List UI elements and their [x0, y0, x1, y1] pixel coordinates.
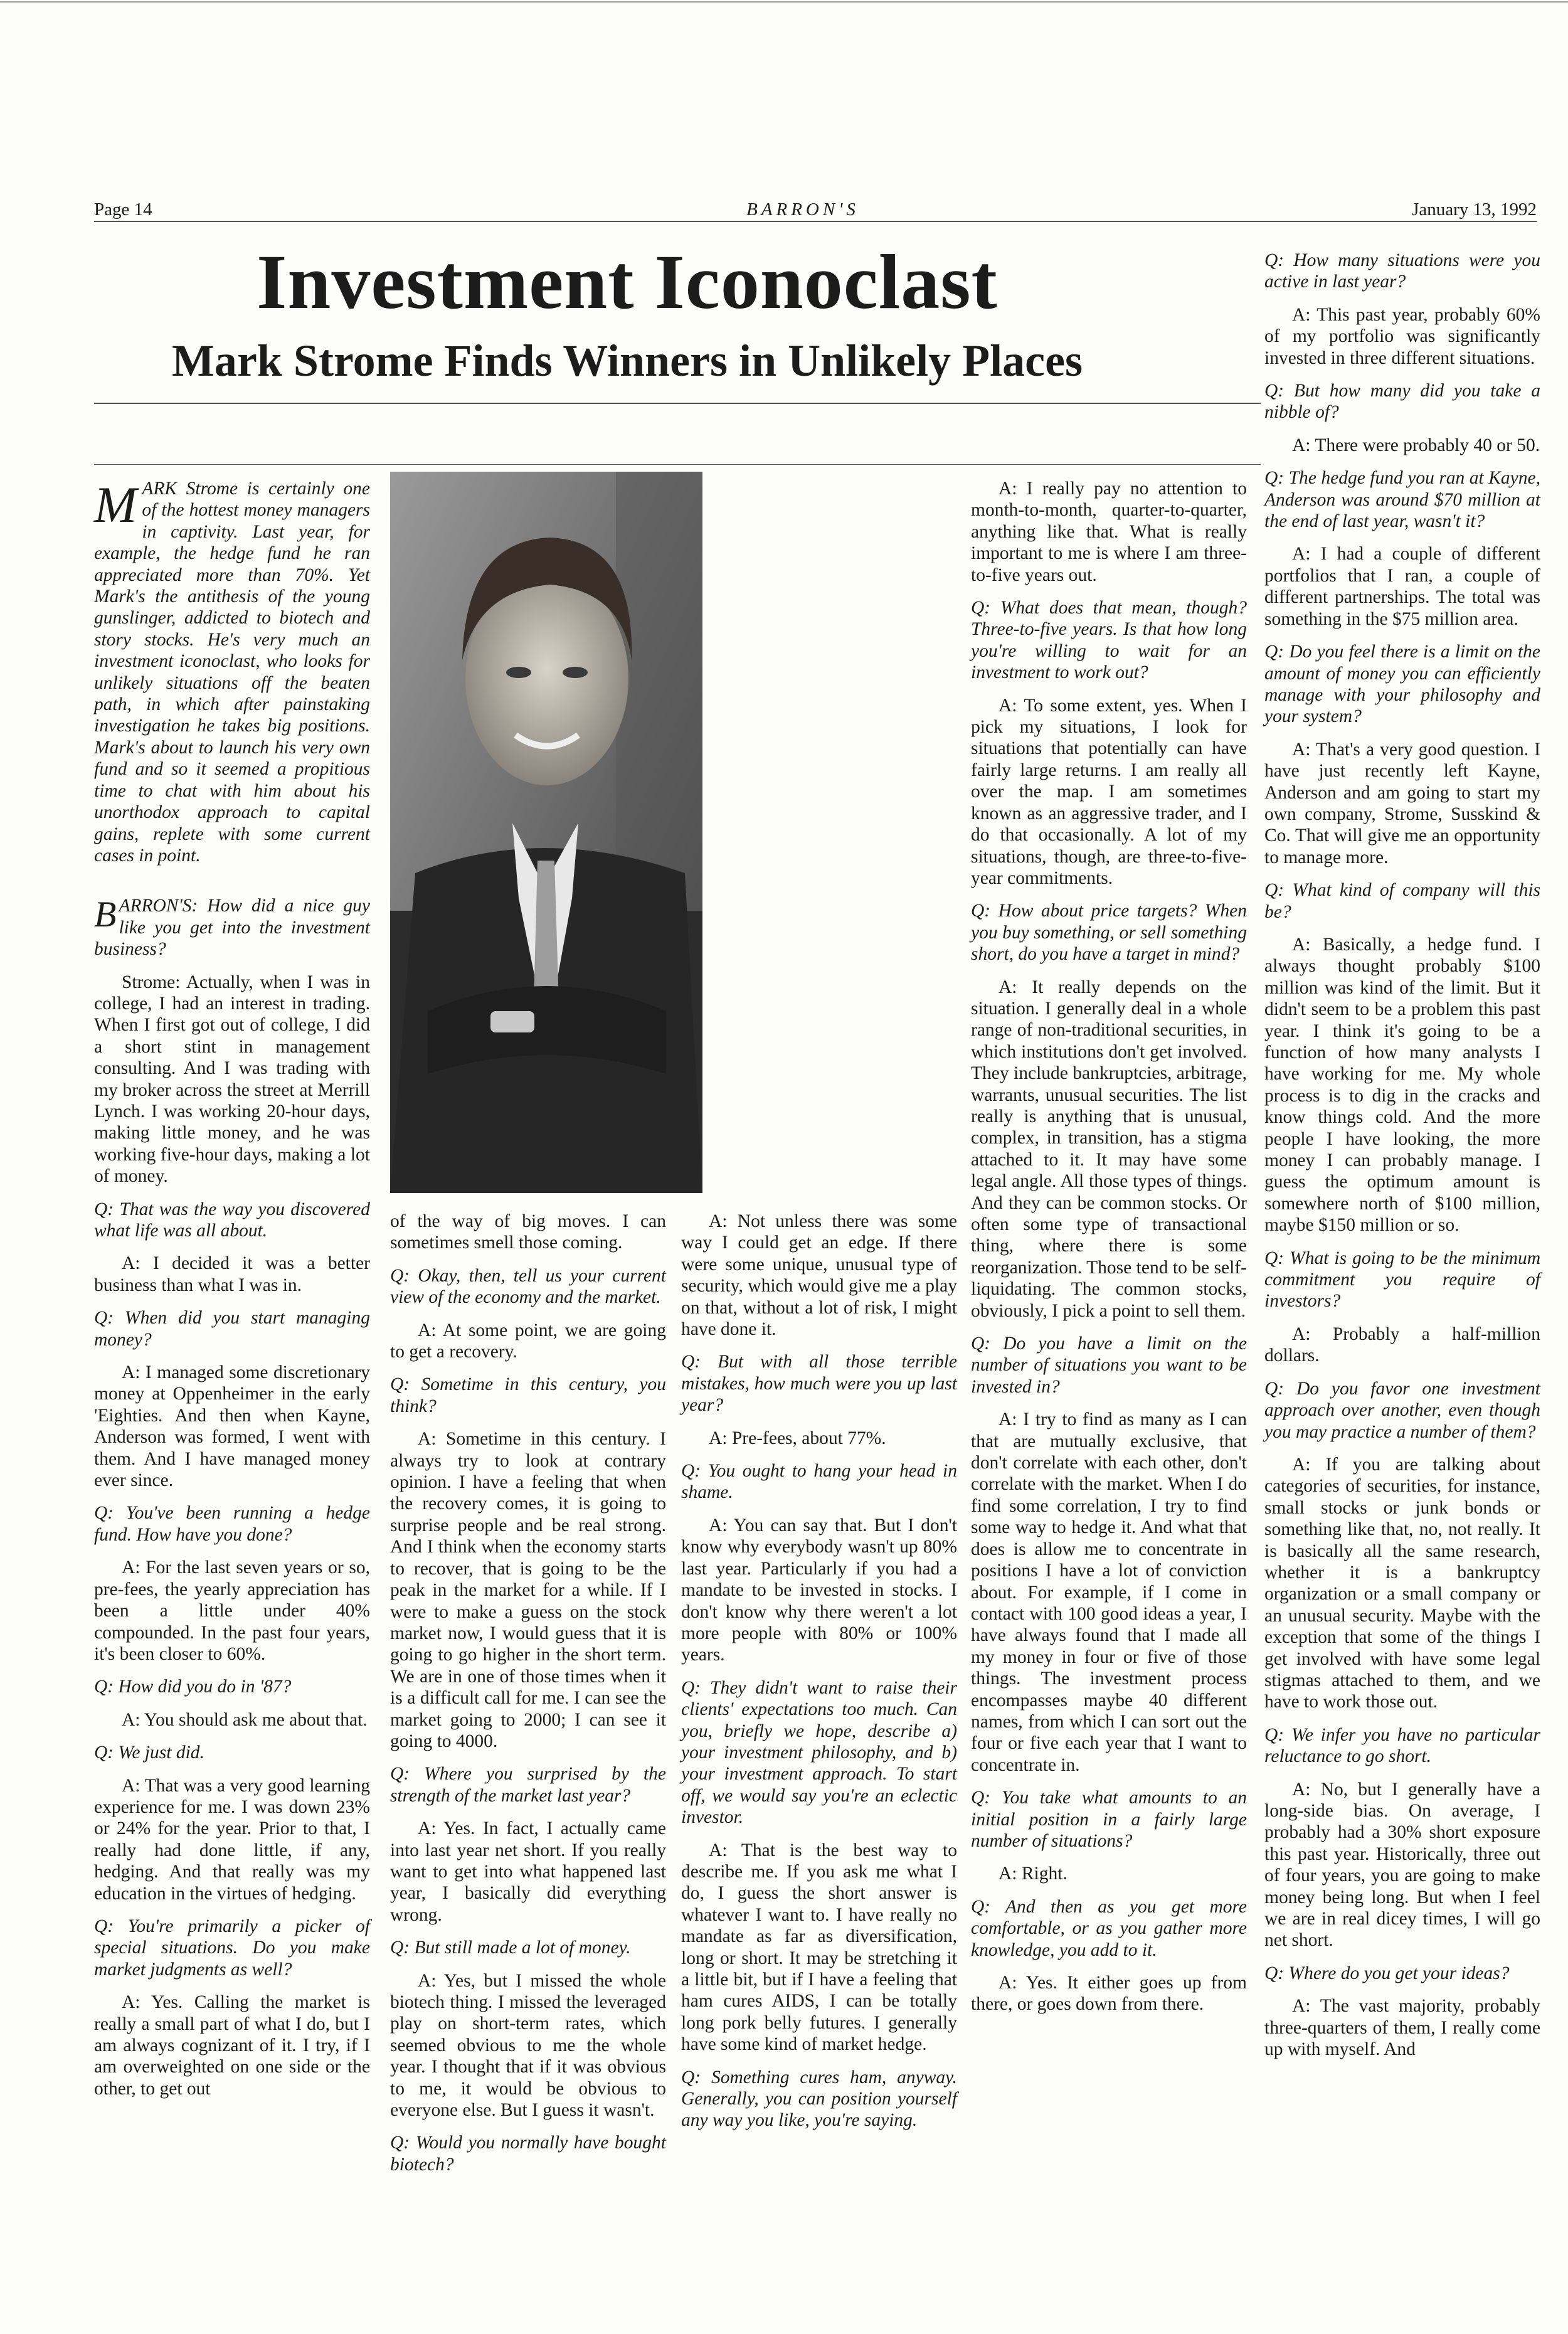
column-5 [1264, 250, 1540, 2071]
column-2 [390, 1211, 666, 2187]
interview-answer: A: I had a couple of different portfolios that I ran, a couple of different partnerships. The total was something in the $75 million area. [1264, 544, 1540, 629]
interview-answer: A: That's a very good question. I have just recently left Kayne, Anderson and am going to start my own company, Strome, Susskind & Co. That will give me an opportunity to manage more. [1264, 739, 1540, 867]
interview-answer: A: Sometime in this century. I always try to look at contrary opinion. I have a feeling that when the recovery comes, it is going to surprise people and be real strong. And I think when the economy starts to recover, that is going to be the peak in the market for a while. If I were to make a guess on the stock market now, I would guess that it is going to go higher in the short term. We are in one of those times when it is a difficult call for me. I can see the market going to 2000; I can see it going to 4000. [390, 1429, 666, 1751]
interview-answer: A: At some point, we are going to get a recovery. [390, 1320, 666, 1362]
interview-question: Q: What kind of company will this be? [1264, 880, 1540, 922]
interview-question: Q: Something cures ham, anyway. Generally, you can position yourself any way you like, you're saying. [681, 2067, 957, 2131]
interview-question: Q: But how many did you take a nibble of? [1264, 381, 1540, 423]
interview-question: Q: Sometime in this century, you think? [390, 1374, 666, 1416]
column-2-body [390, 1211, 666, 2175]
interview-answer: A: Pre-fees, about 77%. [709, 1428, 886, 1448]
column-4 [971, 478, 1247, 2027]
interview-question: Q: How many situations were you active in last year? [1264, 250, 1540, 292]
interview-answer: A: Probably a half-million dollars. [1264, 1323, 1540, 1366]
column-3 [681, 1211, 957, 2143]
interview-answer: A: If you are talking about categories of securities, for instance, small stocks or junk bonds or something like that, no, not really. It is basically all the same research, whether it is a bankruptcy organization or a small company or an unusual security. Maybe with the exception that some of the things I get involved with have some legal stigmas attached to them, and we have to work those out. [1264, 1454, 1540, 1712]
interview-answer: A: This past year, probably 60% of my portfolio was significantly invested in three different situations. [1264, 304, 1540, 368]
column-1-body [94, 972, 370, 2100]
body-rule [94, 464, 1261, 465]
interview-answer: A: That was a very good learning experience for me. I was down 23% or 24% for the year. Prior to that, I really had done little, if any, hedging. And that really was my education in the virtues of hedging. [94, 1775, 370, 1904]
portrait-photo [390, 472, 702, 1193]
page-number: Page 14 [94, 199, 152, 220]
interview-answer: A: Yes. It either goes up from there, or goes down from there. [971, 1973, 1247, 2015]
interview-answer: A: That is the best way to describe me. If you ask me what I do, I guess the short answer is whatever I want to. I have really no mandate as far as diversification, long or short. It may be stretching it a little bit, but if I have a feeling that ham cures AIDS, I can be totally long pork belly futures. I generally have some kind of market hedge. [681, 1840, 957, 2055]
column-3-body [681, 1211, 957, 2131]
interview-question: Q: You're primarily a picker of special situations. Do you make market judgments as well? [94, 1916, 370, 1980]
interview-question: Q: How did you do in '87? [94, 1677, 292, 1697]
interview-question: Q: They didn't want to raise their clients' expectations too much. Can you, briefly we hope, describe a) your investment philosophy, and b) your investment approach. To start off, we would say you're an eclectic investor. [681, 1677, 957, 1828]
interview-answer: A: Yes. In fact, I actually came into last year net short. If you really want to get into what happened last year, I basically did everything wrong. [390, 1818, 666, 1925]
column-5-body [1264, 250, 1540, 2060]
publication-name: BARRON'S [746, 199, 859, 220]
first-question-text: ARRON'S: How did a nice guy like you get into the investment business? [94, 896, 370, 960]
interview-question: Q: You've been running a hedge fund. How have you done? [94, 1503, 370, 1545]
interview-question: Q: What does that mean, though? Three-to-five years. Is that how long you're willing to wait for an investment to work out? [971, 598, 1247, 683]
interview-answer: A: For the last seven years or so, pre-fees, the yearly appreciation has been a little under 40% compounded. In the past four years, it's been closer to 60%. [94, 1557, 370, 1664]
interview-answer: of the way of big moves. I can sometimes smell those coming. [390, 1211, 666, 1253]
interview-answer: A: You should ask me about that. [122, 1709, 368, 1730]
interview-answer: A: You can say that. But I don't know why everybody wasn't up 80% last year. Particularly if you had a mandate to be invested in stocks. I don't know why there weren't a lot more people with 80% or 100% years. [681, 1515, 957, 1665]
interview-answer: A: I try to find as many as I can that are mutually exclusive, that don't correlate with each other, don't correlate with the market. When I do find some correlation, I try to find some way to hedge it. And what that does is allow me to concentrate in positions I have a lot of conviction about. For example, if I come in contact with 100 good ideas a year, I have always found that I made all my money in four or five of those things. The investment process encompasses maybe 40 different names, from which I can sort out the four or five each year that I want to concentrate in. [971, 1409, 1247, 1775]
column-1 [94, 478, 370, 2111]
issue-date: January 13, 1992 [1412, 199, 1537, 220]
interview-answer: A: There were probably 40 or 50. [1292, 435, 1540, 455]
top-scan-edge [0, 1, 1568, 3]
interview-question: Q: The hedge fund you ran at Kayne, Anderson was around $70 million at the end of last year, wasn't it? [1264, 468, 1540, 532]
question-drop-cap: B [94, 894, 117, 935]
interview-question: Q: But with all those terrible mistakes, how much were you up last year? [681, 1352, 957, 1416]
interview-answer: A: I decided it was a better business than what I was in. [94, 1253, 370, 1295]
interview-question: Q: Do you feel there is a limit on the amount of money you can efficiently manage with your philosophy and your system? [1264, 642, 1540, 727]
interview-question: Q: What is going to be the minimum commitment you require of investors? [1264, 1248, 1540, 1312]
interview-answer: A: Right. [999, 1864, 1067, 1884]
interview-question: Q: Do you favor one investment approach over another, even though you may practice a number of them? [1264, 1378, 1540, 1442]
headline-rule [94, 403, 1261, 404]
header-rule [94, 221, 1537, 222]
interview-question: Q: You take what amounts to an initial position in a fairly large number of situations? [971, 1788, 1247, 1851]
interview-answer: A: I managed some discretionary money at Oppenheimer in the early 'Eighties. And then when Kayne, Anderson was formed, I went with them. And I have managed money ever since. [94, 1362, 370, 1491]
interview-question: Q: And then as you get more comfortable, or as you gather more knowledge, you add to it. [971, 1896, 1247, 1960]
interview-question: Q: How about price targets? When you buy something, or sell something short, do you have a target in mind? [971, 901, 1247, 965]
portrait-illustration [390, 472, 702, 1193]
interview-question: Q: But still made a lot of money. [390, 1938, 631, 1958]
interview-question: Q: When did you start managing money? [94, 1308, 370, 1350]
first-question [94, 895, 370, 960]
interview-answer: A: Not unless there was some way I could get an edge. If there were some unique, unusual type of security, which would give me a play on that, without a lot of risk, I might have done it. [681, 1211, 957, 1340]
interview-question: Q: We just did. [94, 1743, 204, 1763]
headline: Investment Iconoclast [257, 239, 998, 325]
interview-question: Q: That was the way you discovered what life was all about. [94, 1199, 370, 1241]
interview-answer: A: Yes, but I missed the whole biotech thing. I missed the leveraged play on short-term rates, which seemed obvious to me the whole year. I thought that if it was obvious to me, it would be obvious to everyone else. But I guess it wasn't. [390, 1970, 666, 2121]
intro-drop-cap: M [94, 476, 137, 533]
interview-question: Q: Where do you get your ideas? [1264, 1963, 1510, 1983]
interview-question: Q: Do you have a limit on the number of situations you want to be invested in? [971, 1334, 1247, 1397]
interview-answer: A: Basically, a hedge fund. I always thought probably $100 million was kind of the limit. But it didn't seem to be a problem this past year. I think it's going to be a function of how many analysts I have working for me. My whole process is to dig in the cracks and know things cold. And the more people I have looking, the more money I can probably manage. I guess the optimum amount is somewhere north of $100 million, maybe $150 million or so. [1264, 934, 1540, 1236]
subheadline: Mark Strome Finds Winners in Unlikely Places [171, 336, 1083, 386]
interview-question: Q: Okay, then, tell us your current view of the economy and the market. [390, 1265, 666, 1308]
interview-answer: A: The vast majority, probably three-quarters of them, I really come up with myself. And [1264, 1996, 1540, 2060]
column-4-body [971, 478, 1247, 2015]
interview-question: Q: Where you surprised by the strength of the market last year? [390, 1764, 666, 1806]
intro-paragraph [94, 478, 370, 866]
interview-answer: A: No, but I generally have a long-side bias. On average, I probably had a 30% short exposure this past year. Historically, three out of four years, you are going to make money being long. But when I feel we are in real dicey times, I will go net short. [1264, 1779, 1540, 1951]
interview-answer: A: Yes. Calling the market is really a small part of what I do, but I am always cognizant of it. I try, if I am overweighted on one side or the other, to get out [94, 1992, 370, 2099]
intro-text: ARK Strome is certainly one of the hottest money managers in captivity. Last year, for example, the hedge fund he ran appreciated more than 70%. Yet Mark's the antithesis of the young gunslinger, addicted to biotech and story stocks. He's very much an investment iconoclast, who looks for unlikely situations off the beaten path, in which after painstaking investigation he takes big positions. Mark's about to launch his very own fund and so it seemed a propitious time to chat with him about his unorthodox approach to capital gains, replete with some current cases in point. [94, 479, 370, 866]
interview-question: Q: Would you normally have bought biotech? [390, 2133, 666, 2175]
interview-question: Q: You ought to hang your head in shame. [681, 1461, 957, 1503]
interview-question: Q: We infer you have no particular reluctance to go short. [1264, 1724, 1540, 1767]
interview-answer: A: I really pay no attention to month-to-month, quarter-to-quarter, anything like that. What is really important to me is where I am three-to-five years out. [971, 479, 1247, 585]
interview-answer: A: To some extent, yes. When I pick my situations, I look for situations that potentially can have fairly large returns. I am really all over the map. I am sometimes known as an aggressive trader, and I do that occasionally. A lot of my situations, though, are three-to-five-year commitments. [971, 695, 1247, 888]
interview-answer: A: It really depends on the situation. I generally deal in a whole range of non-traditional securities, in which institutions don't get involved. They include bankruptcies, arbitrage, warrants, unusual securities. The list really is anything that is unusual, complex, in transition, has a stigma attached to it. It may have some legal angle. All those types of things. And they can be common stocks. Or often some type of transactional thing, where there is some reorganization. Those tend to be self-liquidating. The common stocks, obviously, I pick a point to sell them. [971, 977, 1247, 1321]
interview-answer: Strome: Actually, when I was in college, I had an interest in trading. When I first got out of college, I did a short stint in management consulting. And I was trading with my broker across the street at Merrill Lynch. I was working 20-hour days, making little money, and he was working five-hour days, making a lot of money. [94, 972, 370, 1187]
